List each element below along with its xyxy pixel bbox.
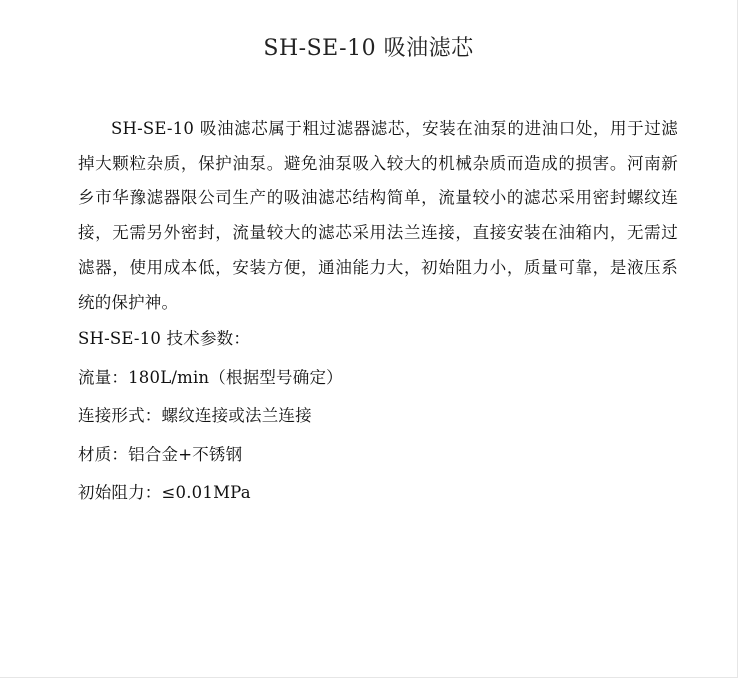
intro-paragraph: SH-SE-10 吸油滤芯属于粗过滤器滤芯，安装在油泵的进油口处，用于过滤掉大颗粒杂质，保护油泵。避免油泵吸入较大的机械杂质而造成的损害。河南新乡市华豫滤器限公司生产的吸油滤芯结构简单，流量较小的滤芯采用密封螺纹连接，无需另外密封，流量较大的滤芯采用法兰连接，直接安装在油箱内，无需过滤器，使用成本低，安装方便，通油能力大，初始阻力小，质量可靠，是液压系统的保护神。 — [78, 119, 678, 312]
spec-connection-type: 连接形式：螺纹连接或法兰连接 — [78, 406, 312, 426]
specs-heading: SH-SE-10 技术参数： — [78, 329, 251, 349]
page-title: SH-SE-10 吸油滤芯 — [263, 36, 474, 61]
spec-material: 材质：铝合金+不锈钢 — [78, 444, 243, 464]
spec-flow-rate: 流量：180L/min（根据型号确定） — [78, 367, 343, 387]
document-body — [78, 112, 678, 513]
spec-initial-resistance: 初始阻力：≤0.01MPa — [78, 483, 251, 503]
